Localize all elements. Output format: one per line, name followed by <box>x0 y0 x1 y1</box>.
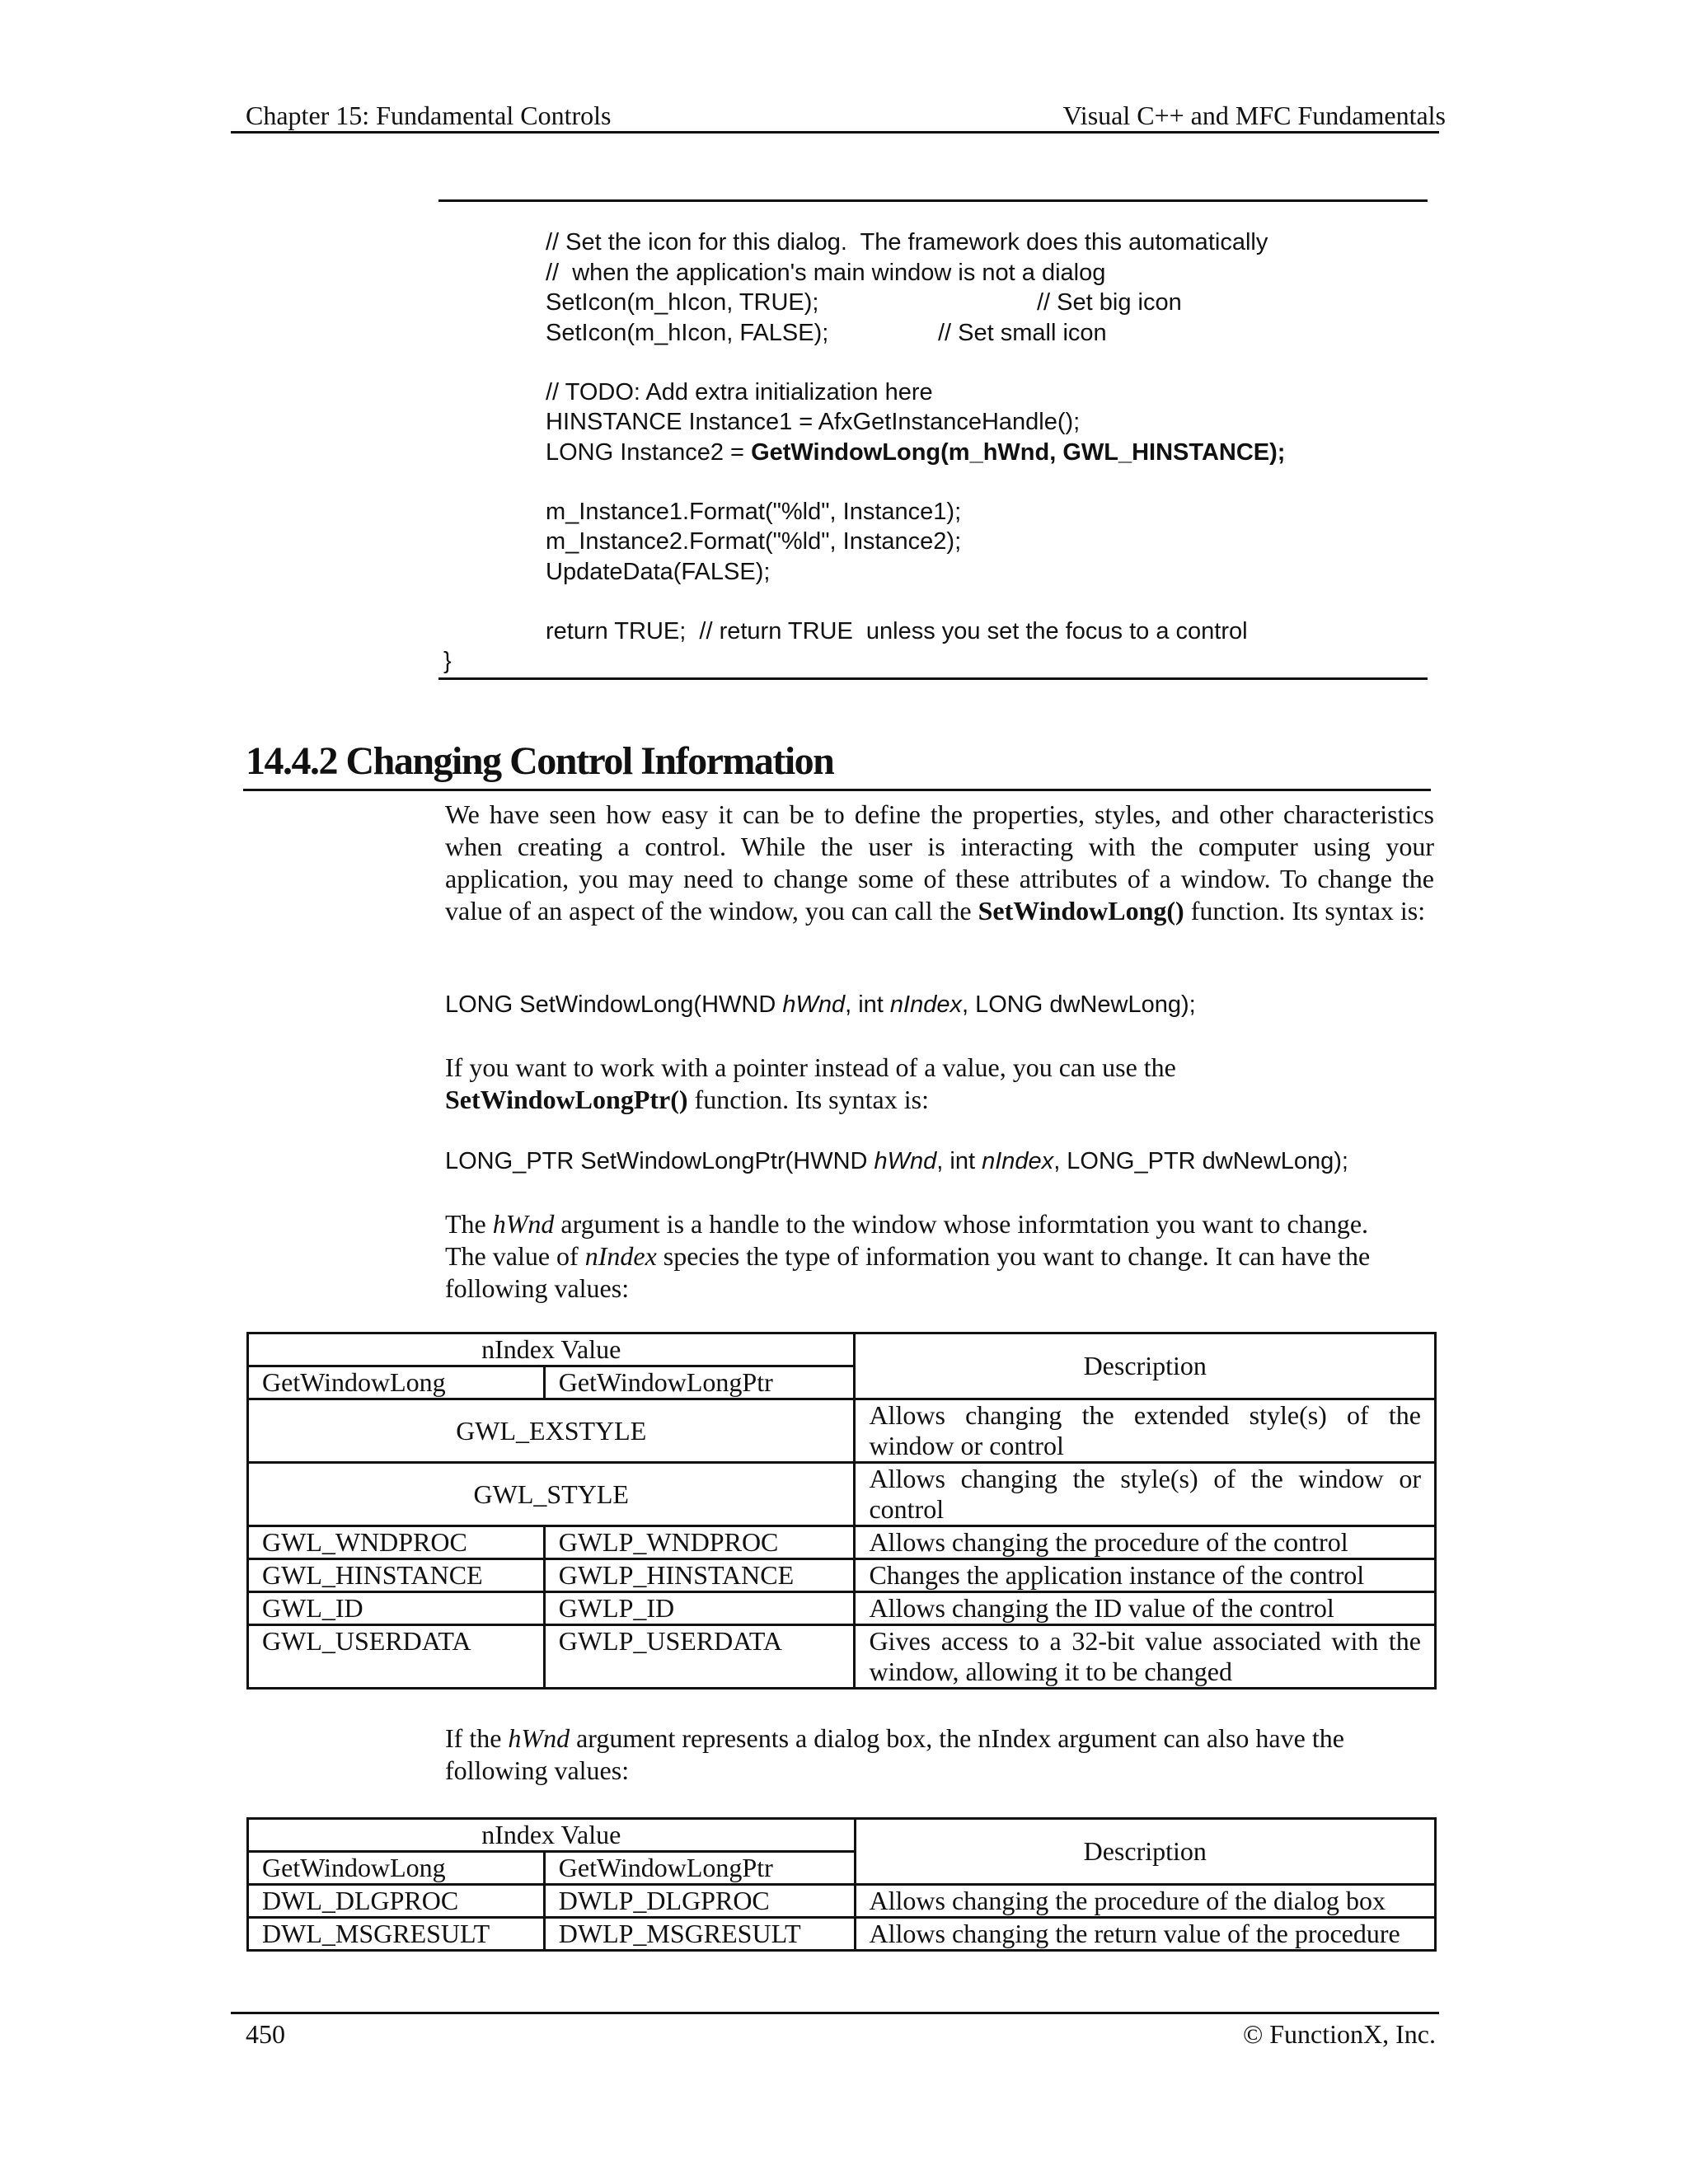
table-cell: GWLP_USERDATA <box>544 1625 855 1689</box>
code-line: HINSTANCE Instance1 = AfxGetInstanceHandle(); <box>546 409 1081 435</box>
table-cell: DWLP_DLGPROC <box>544 1885 855 1918</box>
code-line <box>546 439 1285 466</box>
paragraph-text: argument is a handle to the window whose informtation you want to change. <box>554 1209 1369 1239</box>
table-cell: GWLP_WNDPROC <box>544 1526 855 1559</box>
table-cell: GWL_USERDATA <box>248 1625 545 1689</box>
table-row <box>248 1885 1436 1918</box>
table-row <box>248 1592 1436 1625</box>
paragraph-text: following values: <box>445 1755 630 1785</box>
code-line: // TODO: Add extra initialization here <box>546 379 933 405</box>
function-name: SetWindowLong() <box>978 896 1184 926</box>
table-header-getwindowlongptr: GetWindowLongPtr <box>544 1366 855 1399</box>
code-line: SetIcon(m_hIcon, TRUE); <box>546 289 819 316</box>
table-header-description: Description <box>855 1333 1436 1399</box>
table-row <box>248 1399 1436 1463</box>
paragraph-text: If you want to work with a pointer instead of a value, you can use the <box>445 1052 1176 1082</box>
syntax-param: nIndex <box>889 991 962 1018</box>
code-line: SetIcon(m_hIcon, FALSE); <box>546 320 829 346</box>
section-heading-rule <box>243 789 1431 791</box>
function-name: SetWindowLongPtr() <box>445 1085 688 1114</box>
syntax-param: nIndex <box>982 1148 1054 1174</box>
table-row <box>248 1918 1436 1951</box>
paragraph-text: The value of <box>445 1241 585 1271</box>
header-rule <box>231 131 1439 134</box>
table-cell: GWL_ID <box>248 1592 545 1625</box>
syntax-line <box>445 991 1196 1019</box>
table-cell-description: Changes the application instance of the control <box>855 1559 1436 1592</box>
code-line: // when the application's main window is not a dialog <box>546 260 1106 286</box>
syntax-text: , int <box>936 1148 982 1174</box>
code-line: UpdateData(FALSE); <box>546 559 771 585</box>
code-line: m_Instance1.Format("%ld", Instance1); <box>546 499 962 525</box>
code-comment: // Set small icon <box>938 320 1107 346</box>
code-bottom-rule <box>438 677 1428 680</box>
table-cell-description: Allows changing the style(s) of the window or control <box>855 1463 1436 1526</box>
table-header-row <box>248 1333 1436 1366</box>
table-row <box>248 1559 1436 1592</box>
paragraph-text: function. Its syntax is: <box>1184 896 1426 926</box>
syntax-param: hWnd <box>874 1148 937 1174</box>
table-header-group: nIndex Value <box>248 1333 855 1366</box>
copyright: © FunctionX, Inc. <box>1242 2019 1436 2049</box>
code-highlight: GetWindowLong(m_hWnd, GWL_HINSTANCE); <box>751 439 1286 466</box>
table-header-getwindowlongptr: GetWindowLongPtr <box>544 1852 855 1885</box>
table-cell: DWL_DLGPROC <box>248 1885 545 1918</box>
nindex-values-table <box>246 1332 1437 1690</box>
code-line: return TRUE; // return TRUE unless you set the focus to a control <box>546 618 1248 644</box>
page-number: 450 <box>246 2019 285 2049</box>
param-name: hWnd <box>492 1209 555 1239</box>
table-header-group: nIndex Value <box>248 1819 856 1852</box>
table-header-row <box>248 1819 1436 1852</box>
table-cell-description: Allows changing the return value of the procedure <box>855 1918 1435 1951</box>
paragraph-text: following values: <box>445 1273 630 1303</box>
paragraph-text: species the type of information you want to change. It can have the <box>656 1241 1371 1271</box>
paragraph <box>445 1052 1434 1116</box>
table-header-getwindowlong: GetWindowLong <box>248 1366 545 1399</box>
table-cell: GWL_HINSTANCE <box>248 1559 545 1592</box>
dialog-nindex-values-table <box>246 1817 1437 1952</box>
code-comment: // Set big icon <box>1037 289 1182 316</box>
table-cell-description: Gives access to a 32-bit value associated with the window, allowing it to be changed <box>855 1625 1436 1689</box>
param-name: hWnd <box>508 1723 570 1753</box>
paragraph-text: function. Its syntax is: <box>687 1085 929 1114</box>
paragraph <box>445 1722 1434 1787</box>
table-header-getwindowlong: GetWindowLong <box>248 1852 545 1885</box>
table-cell-description: Allows changing the ID value of the control <box>855 1592 1436 1625</box>
table-cell: GWL_WNDPROC <box>248 1526 545 1559</box>
running-header-book: Visual C++ and MFC Fundamentals <box>1062 101 1446 130</box>
table-cell: GWLP_ID <box>544 1592 855 1625</box>
table-cell-description: Allows changing the extended style(s) of the window or control <box>855 1399 1436 1463</box>
table-cell: GWLP_HINSTANCE <box>544 1559 855 1592</box>
syntax-text: , int <box>845 991 890 1018</box>
code-top-rule <box>438 199 1428 202</box>
table-cell: DWLP_MSGRESULT <box>544 1918 855 1951</box>
paragraph-text: The <box>445 1209 493 1239</box>
syntax-text: , LONG dwNewLong); <box>962 991 1196 1018</box>
table-row <box>248 1463 1436 1526</box>
running-header-chapter: Chapter 15: Fundamental Controls <box>246 101 612 130</box>
paragraph-text: If the <box>445 1723 509 1753</box>
code-closing-brace: } <box>443 648 452 674</box>
syntax-text: , LONG_PTR dwNewLong); <box>1053 1148 1348 1174</box>
table-cell: DWL_MSGRESULT <box>248 1918 545 1951</box>
paragraph-text: We have seen how easy it can be to define the properties, styles, and other characteristics when creating a control. While the user is interacting with the computer using your application, you may need to change some of these attributes of a window. To change the value of an aspect of the window, you can call the <box>445 799 1434 926</box>
paragraph-text: argument represents a dialog box, the nIndex argument can also have the <box>570 1723 1344 1753</box>
section-heading: 14.4.2 Changing Control Information <box>246 739 834 783</box>
table-cell-merged: GWL_EXSTYLE <box>248 1399 855 1463</box>
table-row <box>248 1625 1436 1689</box>
table-cell-description: Allows changing the procedure of the control <box>855 1526 1436 1559</box>
table-cell-description: Allows changing the procedure of the dialog box <box>855 1885 1435 1918</box>
code-line: // Set the icon for this dialog. The framework does this automatically <box>546 229 1268 255</box>
syntax-line <box>445 1148 1348 1175</box>
paragraph <box>445 1208 1434 1305</box>
param-name: nIndex <box>584 1241 657 1271</box>
syntax-text: LONG_PTR SetWindowLongPtr(HWND <box>445 1148 874 1174</box>
syntax-text: LONG SetWindowLong(HWND <box>445 991 783 1018</box>
code-line: m_Instance2.Format("%ld", Instance2); <box>546 528 962 555</box>
syntax-param: hWnd <box>782 991 846 1018</box>
table-cell-merged: GWL_STYLE <box>248 1463 855 1526</box>
paragraph <box>445 799 1434 927</box>
footer-rule <box>231 2012 1439 2014</box>
table-row <box>248 1526 1436 1559</box>
code-text: LONG Instance2 = <box>546 439 752 466</box>
table-header-description: Description <box>855 1819 1435 1885</box>
